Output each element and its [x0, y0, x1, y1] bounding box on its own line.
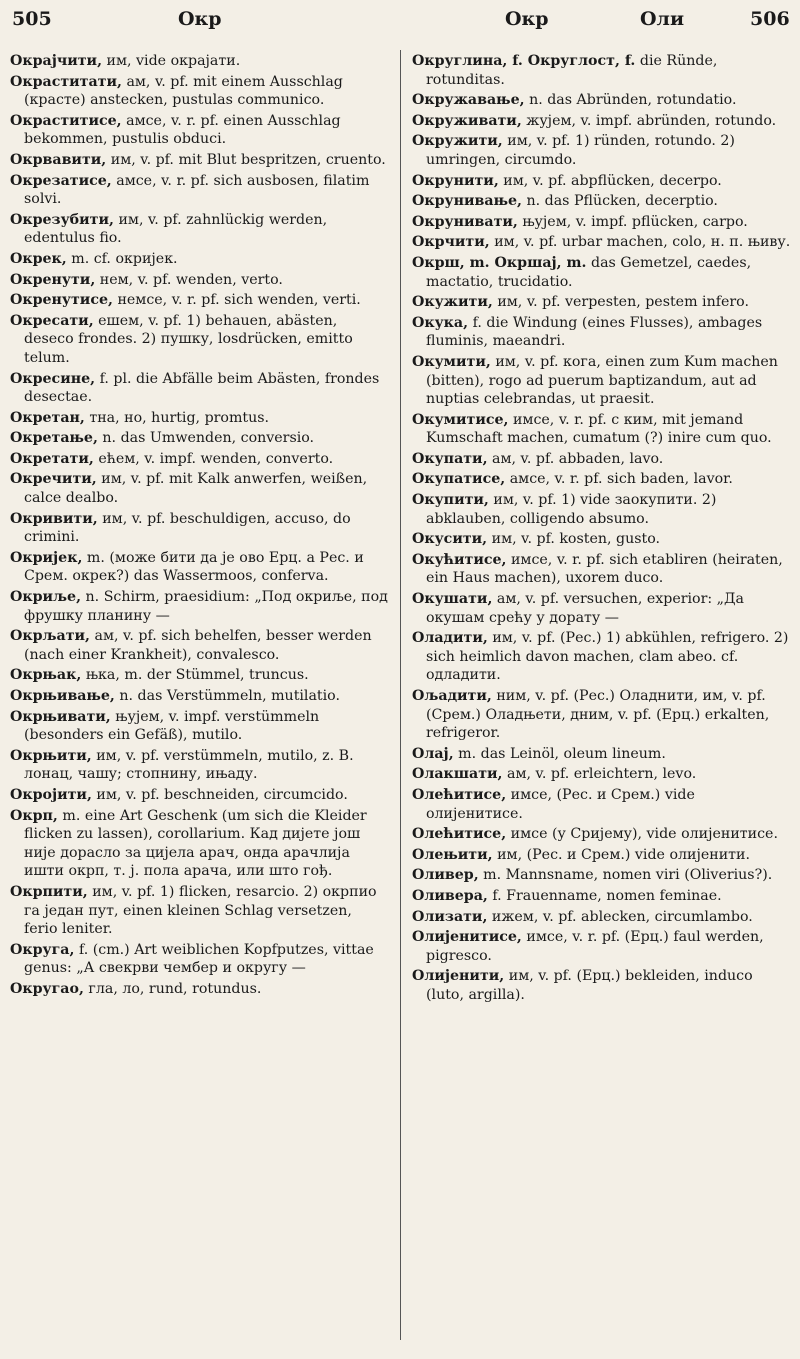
- dictionary-entry: [412, 450, 792, 469]
- dictionary-entry: [10, 450, 388, 469]
- dictionary-entry: [10, 151, 388, 170]
- entry-definition: ам, v. pf. versuchen, experior: „Да окушам срећу у дорату —: [426, 591, 745, 626]
- entry-definition: m. (може бити да је ово Ерц. а Рес. и Срем. окрек?) das Wassermoos, conferva.: [24, 549, 364, 585]
- entry-headword: Окресине,: [10, 370, 96, 387]
- dictionary-entry: [10, 112, 388, 149]
- left-column: [10, 52, 388, 1352]
- entry-definition: им, (Рес. и Срем.) vide олијенити.: [497, 846, 750, 863]
- entry-headword: Олизати,: [412, 908, 488, 925]
- entry-headword: Олај,: [412, 745, 454, 762]
- dictionary-entry: [412, 745, 792, 764]
- entry-headword: Окривити,: [10, 510, 98, 527]
- entry-definition: им, v. pf. verpesten, pestem infero.: [497, 294, 749, 311]
- dictionary-entry: [412, 887, 792, 906]
- entry-definition: амсе, v. r. pf. einen Ausschlag bekommen, pustulis obduci.: [24, 112, 341, 148]
- entry-definition: n. das Abründen, rotundatio.: [529, 92, 737, 109]
- dictionary-entry: [10, 211, 388, 248]
- left-page-number: 505: [12, 8, 52, 30]
- entry-headword: Окруживати,: [412, 112, 522, 129]
- entry-definition: ам, v. pf. abbaden, lavo.: [492, 450, 664, 467]
- dictionary-entry: [412, 213, 792, 232]
- dictionary-entry: [412, 908, 792, 927]
- dictionary-entry: [412, 314, 792, 351]
- dictionary-entry: [10, 409, 388, 428]
- dictionary-entry: [412, 846, 792, 865]
- dictionary-entry: [412, 629, 792, 685]
- dictionary-entry: [10, 271, 388, 290]
- entry-headword: Олећитисе,: [412, 826, 507, 843]
- dictionary-entry: [10, 980, 388, 999]
- dictionary-entry: [10, 627, 388, 664]
- dictionary-entry: [10, 786, 388, 805]
- entry-headword: Округлина, f. Округлост, f.: [412, 53, 636, 69]
- entry-definition: им, v. pf. (Рес.) 1) abkühlen, refrigero. 2) sich heimlich davon machen, clam abeo. cf. одладити.: [426, 630, 789, 684]
- entry-definition: ећем, v. impf. wenden, converto.: [98, 450, 334, 467]
- entry-definition: им, v. pf. beschuldigen, accuso, do crimini.: [24, 510, 351, 546]
- entry-definition: ам, v. pf. mit einem Ausschlag (красте) anstecken, pustulas communico.: [24, 73, 343, 109]
- dictionary-entry: [412, 470, 792, 489]
- entry-headword: Оливера,: [412, 887, 488, 904]
- entry-headword: Окружити,: [412, 133, 503, 150]
- entry-headword: Окрек,: [10, 250, 67, 267]
- entry-headword: Окрвавити,: [10, 151, 107, 168]
- entry-headword: Окућитисе,: [412, 551, 507, 568]
- entry-headword: Ољадити,: [412, 688, 492, 704]
- entry-definition: m. Mannsname, nomen viri (Oliverius?).: [483, 867, 773, 884]
- dictionary-entry: [10, 549, 388, 586]
- left-guide-word: Окр: [178, 8, 222, 30]
- dictionary-entry: [10, 370, 388, 407]
- entry-definition: им, v. pf. 1) ründen, rotundo. 2) umringen, circumdo.: [426, 133, 735, 168]
- entry-definition: имсе, (Рес. и Срем.) vide олијенитисе.: [426, 786, 695, 822]
- right-column: [412, 52, 792, 1352]
- entry-headword: Окрњак,: [10, 667, 82, 684]
- entry-headword: Окресати,: [10, 312, 94, 329]
- entry-definition: n. das Umwenden, conversio.: [102, 430, 315, 447]
- dictionary-entry: [10, 52, 388, 71]
- dictionary-entry: [10, 73, 388, 110]
- dictionary-entry: [412, 530, 792, 549]
- entry-definition: немсе, v. r. pf. sich wenden, verti.: [117, 292, 361, 309]
- entry-headword: Окрунити,: [412, 172, 499, 189]
- entry-headword: Окрајчити,: [10, 53, 103, 69]
- entry-headword: Окрњити,: [10, 747, 92, 764]
- entry-headword: Окупити,: [412, 492, 489, 509]
- dictionary-entry: [10, 708, 388, 745]
- dictionary-entry: [10, 250, 388, 269]
- dictionary-entry: [10, 291, 388, 310]
- dictionary-entry: [10, 687, 388, 706]
- right-guide-word-1: Окр: [505, 8, 549, 30]
- dictionary-entry: [412, 91, 792, 110]
- entry-definition: ам, v. pf. sich behelfen, besser werden (nach einer Krankheit), convalesco.: [24, 628, 372, 663]
- entry-headword: Окрунивати,: [412, 213, 518, 230]
- entry-headword: Окраститисе,: [10, 112, 122, 129]
- entry-definition: гла, ло, rund, rotundus.: [88, 980, 262, 997]
- entry-headword: Окретање,: [10, 430, 98, 447]
- dictionary-entry: [412, 293, 792, 312]
- dictionary-entry: [412, 353, 792, 409]
- entry-definition: им, v. pf. kosten, gusto.: [491, 531, 661, 548]
- entry-definition: ешем, v. pf. 1) behauen, abästen, deseco frondes. 2) пушку, losdrücken, emitto telum.: [24, 312, 353, 366]
- entry-definition: њујем, v. impf. verstümmeln (besonders ein Gefäß), mutilo.: [24, 708, 320, 744]
- entry-definition: f. pl. die Abfälle beim Abästen, frondes desectae.: [24, 370, 380, 406]
- dictionary-entry: [412, 52, 792, 89]
- entry-definition: n. das Verstümmeln, mutilatio.: [119, 688, 340, 704]
- dictionary-entry: [412, 132, 792, 169]
- dictionary-entry: [412, 112, 792, 131]
- dictionary-entry: [412, 765, 792, 784]
- entry-headword: Окретати,: [10, 450, 94, 467]
- entry-definition: им, v. pf. mit Kalk anwerfen, weißen, calce dealbo.: [24, 471, 368, 507]
- entry-headword: Окупати,: [412, 450, 488, 467]
- dictionary-entry: [412, 254, 792, 291]
- entry-headword: Окрњивање,: [10, 688, 115, 704]
- dictionary-entry: [10, 747, 388, 784]
- entry-definition: тна, но, hurtig, promtus.: [89, 409, 270, 426]
- entry-definition: ам, v. pf. erleichtern, levo.: [507, 766, 697, 783]
- entry-headword: Окројити,: [10, 786, 92, 803]
- dictionary-entry: [10, 941, 388, 978]
- dictionary-entry: [412, 786, 792, 823]
- entry-headword: Окренути,: [10, 271, 96, 288]
- entry-definition: die Ründe, rotunditas.: [426, 53, 718, 88]
- entry-definition: им, v. pf. 1) flicken, resarcio. 2) окрпио га један пут, einen kleinen Schlag versetzen, ferio leniter.: [24, 883, 377, 938]
- entry-headword: Олењити,: [412, 846, 493, 863]
- entry-definition: ижем, v. pf. ablecken, circumlambo.: [491, 908, 753, 925]
- entry-headword: Окружавање,: [412, 92, 525, 109]
- entry-headword: Окрљати,: [10, 628, 90, 645]
- right-page-number: 506: [750, 8, 790, 30]
- entry-definition: им, v. pf. verstümmeln, mutilo, z. B. лонац, чашу; стопнину, ињаду.: [24, 747, 354, 783]
- entry-headword: Окрпити,: [10, 883, 88, 900]
- entry-headword: Олијенитисе,: [412, 929, 522, 946]
- dictionary-entry: [412, 967, 792, 1004]
- dictionary-entry: [10, 510, 388, 547]
- right-guide-word-2: Оли: [640, 8, 685, 30]
- page-header: [0, 8, 800, 48]
- entry-headword: Олијенити,: [412, 968, 505, 985]
- entry-headword: Окумити,: [412, 353, 491, 370]
- entry-definition: das Gemetzel, caedes, mactatio, trucidatio.: [426, 254, 752, 290]
- entry-definition: имсе (у Сријему), vide олијенитисе.: [510, 826, 778, 843]
- entry-definition: амсе, v. r. pf. sich baden, lavor.: [509, 471, 733, 488]
- entry-definition: жујем, v. impf. abründen, rotundo.: [526, 112, 777, 129]
- entry-definition: им, vide окрајати.: [106, 53, 241, 69]
- entry-definition: имсе, v. r. pf. с ким, mit jemand Kumschaft machen, cumatum (?) inire cum quo.: [426, 411, 772, 447]
- entry-definition: m. das Leinöl, oleum lineum.: [458, 745, 666, 762]
- entry-definition: n. das Pflücken, decerptio.: [526, 193, 718, 210]
- entry-definition: им, v. pf. кога, einen zum Kum machen (bitten), rogo ad puerum baptizandum, aut ad nuptias celebrandas, ut praesit.: [426, 353, 778, 408]
- entry-definition: имсе, v. r. pf. sich etabliren (heiraten, ein Haus machen), uxorem duco.: [426, 551, 783, 587]
- entry-definition: њујем, v. impf. pflücken, carpo.: [522, 213, 748, 230]
- dictionary-entry: [10, 429, 388, 448]
- dictionary-entry: [412, 551, 792, 588]
- dictionary-entry: [412, 825, 792, 844]
- dictionary-entry: [412, 491, 792, 528]
- entry-definition: m. eine Art Geschenk (um sich die Kleider flicken zu lassen), corollarium. Кад дијете још није дорасло за цијела арач, онда арачлија ишти окрп, т. ј. пола арача, или што гођ.: [24, 807, 367, 880]
- entry-headword: Окренутисе,: [10, 292, 113, 309]
- entry-definition: им, v. pf. abpflücken, decerpo.: [503, 172, 722, 189]
- entry-headword: Окрезатисе,: [10, 172, 112, 189]
- entry-definition: f. (cm.) Art weiblichen Kopfputzes, vittae genus: „А свекрви чембер и округу —: [24, 941, 374, 977]
- entry-headword: Окрп,: [10, 807, 58, 824]
- entry-definition: f. Frauenname, nomen feminae.: [492, 887, 722, 904]
- entry-definition: f. die Windung (eines Flusses), ambages fluminis, maeandri.: [426, 314, 763, 350]
- entry-definition: им, v. pf. (Ерц.) bekleiden, induco (luto, argilla).: [426, 968, 753, 1003]
- entry-headword: Олећитисе,: [412, 786, 507, 803]
- dictionary-entry: [412, 590, 792, 627]
- entry-definition: m. cf. окријек.: [71, 250, 178, 267]
- entry-headword: Окречити,: [10, 471, 97, 488]
- entry-definition: им, v. pf. beschneiden, circumcido.: [96, 786, 348, 803]
- entry-definition: њка, m. der Stümmel, truncus.: [85, 667, 309, 684]
- entry-definition: нем, v. pf. wenden, verto.: [99, 271, 283, 288]
- entry-definition: им, v. pf. zahnlückig werden, edentulus fio.: [24, 211, 328, 247]
- dictionary-entry: [10, 172, 388, 209]
- dictionary-entry: [412, 233, 792, 252]
- dictionary-entry: [10, 883, 388, 939]
- entry-headword: Окриље,: [10, 589, 82, 606]
- entry-headword: Окраститати,: [10, 73, 122, 90]
- entry-definition: имсе, v. r. pf. (Ерц.) faul werden, pigresco.: [426, 929, 764, 964]
- dictionary-entry: [412, 687, 792, 743]
- entry-headword: Окрчити,: [412, 234, 490, 251]
- entry-headword: Окрунивање,: [412, 193, 522, 210]
- dictionary-entry: [10, 588, 388, 625]
- dictionary-entry: [10, 807, 388, 881]
- dictionary-entry: [10, 470, 388, 507]
- entry-headword: Окретан,: [10, 409, 85, 426]
- entry-headword: Окушати,: [412, 591, 493, 608]
- entry-definition: им, v. pf. mit Blut bespritzen, cruento.: [110, 151, 386, 168]
- dictionary-entry: [10, 666, 388, 685]
- entry-headword: Окрезубити,: [10, 211, 114, 228]
- dictionary-entry: [412, 172, 792, 191]
- entry-headword: Окука,: [412, 314, 469, 331]
- dictionary-page: [0, 52, 800, 1352]
- entry-headword: Оладити,: [412, 630, 488, 647]
- entry-headword: Окрш, m. Окршај, m.: [412, 254, 587, 271]
- entry-definition: ним, v. pf. (Рес.) Оладнити, им, v. pf. (Срем.) Оладњети, дним, v. pf. (Ерц.) erkalten, refrigeror.: [426, 688, 770, 742]
- entry-headword: Оливер,: [412, 867, 479, 884]
- entry-definition: им, v. pf. urbar machen, colo, н. п. њиву.: [494, 234, 791, 251]
- dictionary-entry: [412, 866, 792, 885]
- dictionary-entry: [412, 928, 792, 965]
- entry-headword: Окупатисе,: [412, 471, 506, 488]
- entry-headword: Окрњивати,: [10, 708, 111, 725]
- entry-headword: Олакшати,: [412, 766, 503, 783]
- entry-definition: им, v. pf. 1) vide заокупити. 2) abklauben, colligendo absumo.: [426, 492, 717, 527]
- entry-definition: амсе, v. r. pf. sich ausbosen, filatim solvi.: [24, 172, 370, 208]
- entry-headword: Округао,: [10, 980, 84, 997]
- entry-headword: Округа,: [10, 941, 75, 958]
- entry-headword: Окусити,: [412, 531, 488, 548]
- entry-headword: Окужити,: [412, 294, 493, 311]
- entry-headword: Окумитисе,: [412, 411, 509, 428]
- dictionary-entry: [412, 192, 792, 211]
- entry-definition: n. Schirm, praesidium: „Под окриље, под фрушку планину —: [24, 589, 388, 624]
- dictionary-entry: [412, 411, 792, 448]
- entry-headword: Окријек,: [10, 549, 83, 566]
- dictionary-entry: [10, 312, 388, 368]
